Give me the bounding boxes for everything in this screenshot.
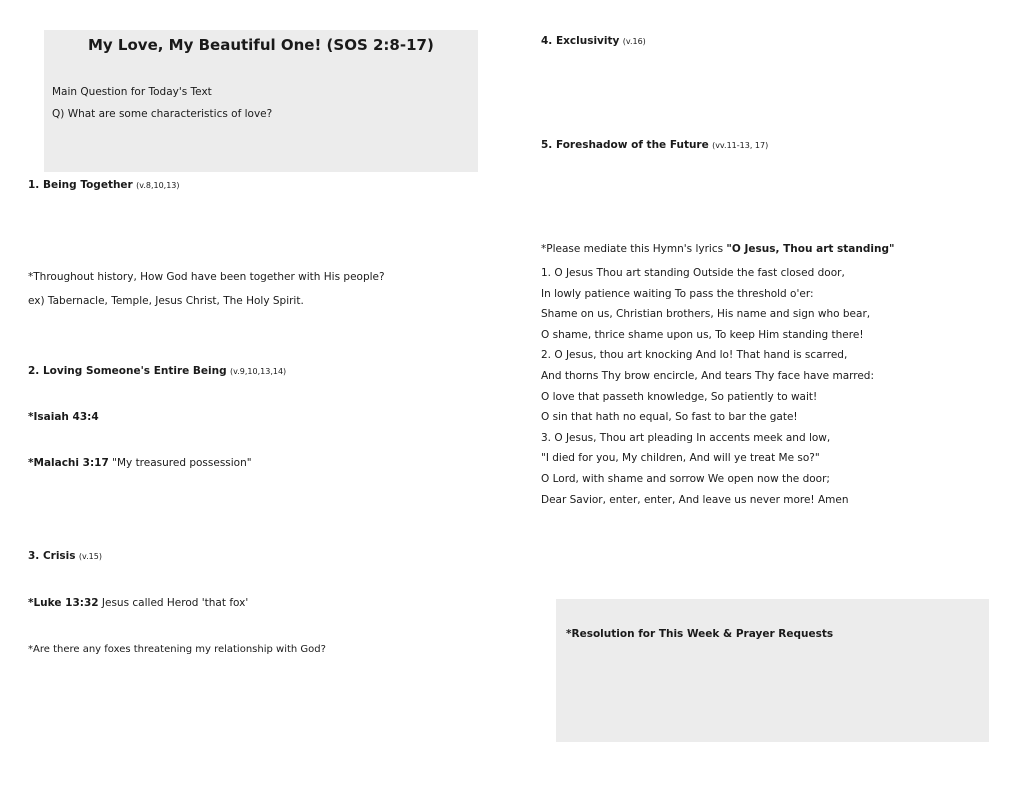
section-verse-ref: (v.8,10,13): [136, 181, 180, 190]
section-heading-text: 2. Loving Someone's Entire Being: [28, 365, 227, 377]
hymn-line: "I died for you, My children, And will ye treat Me so?": [541, 452, 820, 465]
section-2-heading: [28, 365, 286, 377]
hymn-intro: [541, 243, 894, 255]
hymn-line: Dear Savior, enter, enter, And leave us never more! Amen: [541, 493, 849, 506]
hymn-line: Shame on us, Christian brothers, His name and sign who bear,: [541, 308, 871, 321]
luke-line: [28, 597, 248, 609]
resolution-box: [556, 599, 989, 742]
luke-ref: *Luke 13:32: [28, 597, 99, 609]
hymn-line: In lowly patience waiting To pass the threshold o'er:: [541, 287, 814, 300]
isaiah-ref: *Isaiah 43:4: [28, 411, 99, 423]
hymn-line: O love that passeth knowledge, So patiently to wait!: [541, 390, 818, 403]
hymn-lyrics: [541, 263, 961, 510]
section-heading-text: 4. Exclusivity: [541, 35, 620, 47]
section-heading-text: 1. Being Together: [28, 179, 133, 191]
section-verse-ref: (v.15): [78, 552, 102, 561]
hymn-line: O shame, thrice shame upon us, To keep Him standing there!: [541, 328, 864, 341]
hymn-line: O Lord, with shame and sorrow We open now the door;: [541, 472, 830, 485]
hymn-line: 2. O Jesus, thou art knocking And lo! That hand is scarred,: [541, 349, 848, 362]
section-heading-text: 5. Foreshadow of the Future: [541, 139, 709, 151]
malachi-line: [28, 457, 252, 469]
malachi-ref: *Malachi 3:17: [28, 457, 109, 469]
hymn-line: And thorns Thy brow encircle, And tears Thy face have marred:: [541, 369, 875, 382]
malachi-quote: "My treasured possession": [112, 457, 252, 469]
page-title: My Love, My Beautiful One! (SOS 2:8-17): [88, 36, 434, 54]
hymn-title: "O Jesus, Thou art standing": [726, 243, 895, 255]
main-question-label: Main Question for Today's Text: [52, 86, 212, 98]
section-heading-text: 3. Crisis: [28, 550, 76, 562]
section-verse-ref: (v.16): [622, 37, 646, 46]
section-1-example: ex) Tabernacle, Temple, Jesus Christ, The Holy Spirit.: [28, 295, 304, 307]
main-question: Q) What are some characteristics of love?: [52, 108, 273, 120]
luke-text: Jesus called Herod 'that fox': [101, 597, 249, 609]
resolution-label: *Resolution for This Week & Prayer Requests: [566, 628, 834, 640]
section-5-heading: [541, 139, 768, 151]
section-verse-ref: (v.9,10,13,14): [230, 367, 287, 376]
section-4-heading: [541, 35, 646, 47]
section-1-heading: [28, 179, 180, 191]
section-3-question: *Are there any foxes threatening my relationship with God?: [28, 644, 326, 655]
hymn-line: 3. O Jesus, Thou art pleading In accents meek and low,: [541, 431, 831, 444]
hymn-intro-text: *Please mediate this Hymn's lyrics: [541, 243, 724, 255]
hymn-line: O sin that hath no equal, So fast to bar the gate!: [541, 411, 798, 424]
hymn-line: 1. O Jesus Thou art standing Outside the fast closed door,: [541, 267, 845, 279]
section-verse-ref: (vv.11-13, 17): [712, 141, 769, 150]
section-1-note: *Throughout history, How God have been together with His people?: [28, 271, 385, 283]
section-3-heading: [28, 550, 102, 562]
